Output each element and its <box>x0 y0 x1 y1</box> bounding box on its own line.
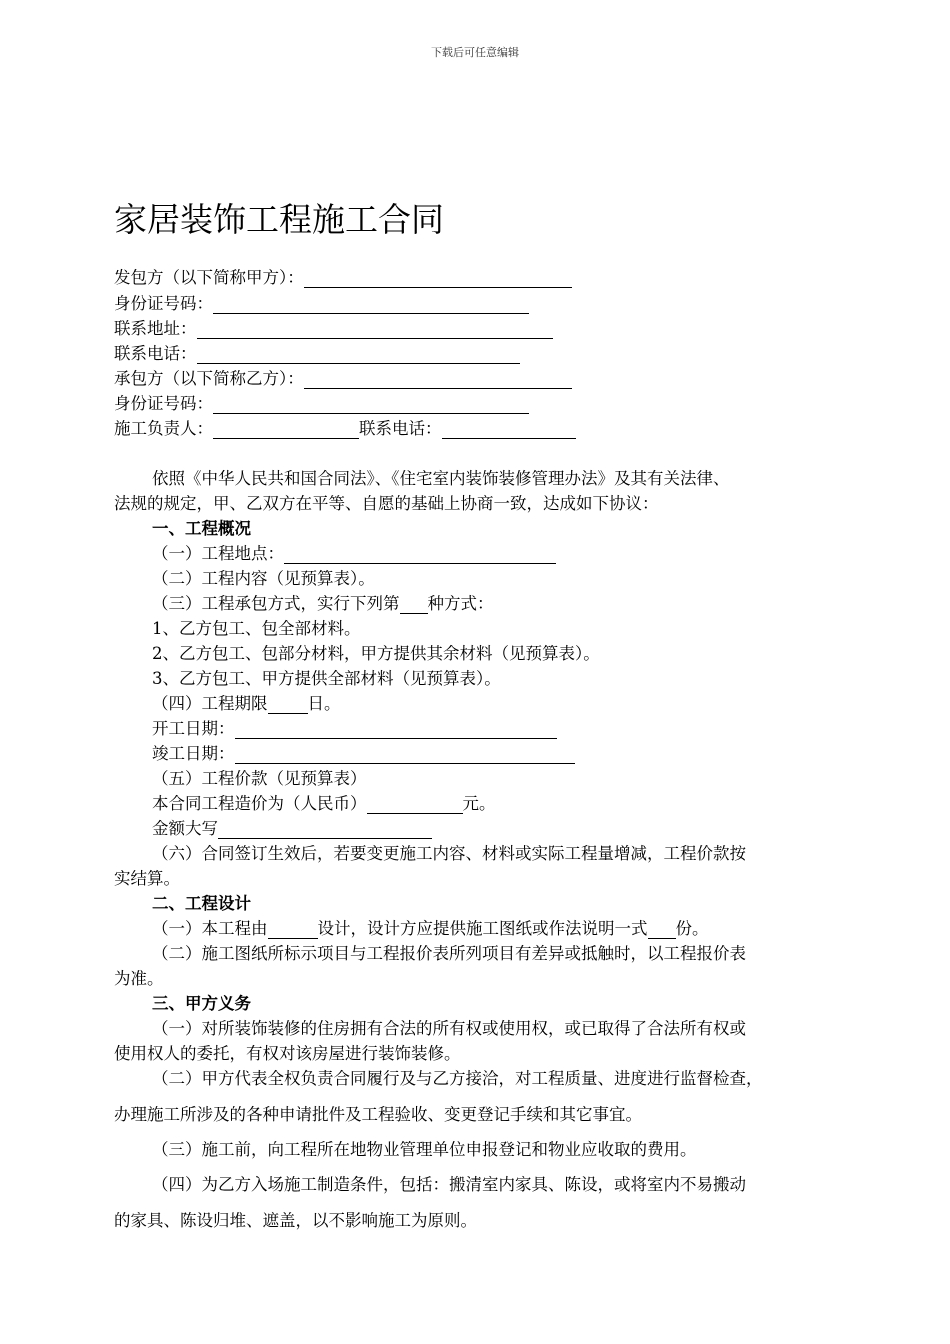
tel-b-label: 联系电话： <box>359 419 442 438</box>
s3-item-4-line-2: 的家具、陈设归堆、遮盖，以不影响施工为原则。 <box>114 1211 477 1230</box>
s1-item-5: （五）工程价款（见预算表） <box>152 769 367 788</box>
duration-blank[interactable] <box>268 697 308 714</box>
section-2-title: 二、工程设计 <box>152 894 251 913</box>
start-date-label: 开工日期： <box>152 719 235 738</box>
tel-a-label: 联系电话： <box>114 344 197 363</box>
s1-item-1 <box>152 544 556 564</box>
s3-item-1-line-1: （一）对所装饰装修的住房拥有合法的所有权或使用权，或已取得了合法所有权或 <box>152 1019 746 1038</box>
price-blank[interactable] <box>367 797 463 814</box>
address-blank[interactable] <box>197 322 553 339</box>
amount-label: 金额大写 <box>152 819 218 838</box>
s1-item-1-label: （一）工程地点： <box>152 544 284 563</box>
s1-item-4-label-a: （四）工程期限 <box>152 694 268 713</box>
tel-a-line <box>114 344 520 364</box>
id-b-label: 身份证号码： <box>114 394 213 413</box>
address-line <box>114 319 553 339</box>
s2-item-2-line-2: 为准。 <box>114 969 164 988</box>
s1-item-3-label-a: （三）工程承包方式，实行下列第 <box>152 594 400 613</box>
s1-item-3-label-b: 种方式： <box>427 594 494 613</box>
page-header: 下载后可任意编辑 <box>431 46 519 59</box>
party-b-line <box>114 369 572 389</box>
s1-item-4 <box>152 694 341 714</box>
end-date-label: 竣工日期： <box>152 744 235 763</box>
s1-item-3 <box>152 594 494 614</box>
s2-item-1 <box>152 919 709 939</box>
s3-item-1-line-2: 使用权人的委托，有权对该房屋进行装饰装修。 <box>114 1044 461 1063</box>
end-date-blank[interactable] <box>235 747 575 764</box>
party-b-label: 承包方（以下简称乙方）： <box>114 369 304 388</box>
s2-item-1-label-b: 设计，设计方应提供施工图纸或作法说明一式 <box>317 919 648 938</box>
s1-item-2: （二）工程内容（见预算表）。 <box>152 569 375 588</box>
intro-line-2: 法规的规定，甲、乙双方在平等、自愿的基础上协商一致，达成如下协议： <box>114 494 659 513</box>
designer-blank[interactable] <box>268 922 318 939</box>
party-a-label: 发包方（以下简称甲方）： <box>114 268 304 287</box>
leader-label: 施工负责人： <box>114 419 213 438</box>
amount-line <box>152 819 432 839</box>
s2-item-1-label-c: 份。 <box>675 919 709 938</box>
s3-item-3: （三）施工前，向工程所在地物业管理单位申报登记和物业应收取的费用。 <box>152 1140 697 1159</box>
party-a-line <box>114 268 572 288</box>
site-blank[interactable] <box>284 547 556 564</box>
tel-b-blank[interactable] <box>442 422 576 439</box>
id-a-blank[interactable] <box>213 297 529 314</box>
s3-item-2-line-1: （二）甲方代表全权负责合同履行及与乙方接洽，对工程质量、进度进行监督检查， <box>152 1069 763 1088</box>
id-a-line <box>114 294 529 314</box>
start-date-blank[interactable] <box>235 722 557 739</box>
s3-item-2-line-2: 办理施工所涉及的各种申请批件及工程验收、变更登记手续和其它事宜。 <box>114 1105 642 1124</box>
copies-blank[interactable] <box>648 922 676 939</box>
price-label-b: 元。 <box>462 794 496 813</box>
end-date-line <box>152 744 575 764</box>
intro-line-1: 依照《中华人民共和国合同法》、《住宅室内装饰装修管理办法》及其有关法律、 <box>152 469 730 488</box>
leader-line <box>114 419 576 439</box>
party-b-blank[interactable] <box>304 372 572 389</box>
start-date-line <box>152 719 557 739</box>
price-label-a: 本合同工程造价为（人民币） <box>152 794 367 813</box>
tel-a-blank[interactable] <box>197 347 520 364</box>
document-title: 家居装饰工程施工合同 <box>114 200 444 239</box>
s1-item-4-label-b: 日。 <box>307 694 341 713</box>
s2-item-1-label-a: （一）本工程由 <box>152 919 268 938</box>
leader-blank[interactable] <box>213 422 359 439</box>
option-3: 3、乙方包工、甲方提供全部材料（见预算表）。 <box>152 669 501 688</box>
amount-blank[interactable] <box>218 822 432 839</box>
party-a-blank[interactable] <box>304 271 572 288</box>
option-2: 2、乙方包工、包部分材料，甲方提供其余材料（见预算表）。 <box>152 644 600 663</box>
s2-item-2-line-1: （二）施工图纸所标示项目与工程报价表所列项目有差异或抵触时，以工程报价表 <box>152 944 746 963</box>
s1-item-6-line-1: （六）合同签订生效后，若要变更施工内容、材料或实际工程量增减，工程价款按 <box>152 844 746 863</box>
address-label: 联系地址： <box>114 319 197 338</box>
option-1: 1、乙方包工、包全部材料。 <box>152 619 361 638</box>
section-3-title: 三、甲方义务 <box>152 994 251 1013</box>
s3-item-4-line-1: （四）为乙方入场施工制造条件，包括：搬清室内家具、陈设，或将室内不易搬动 <box>152 1175 746 1194</box>
price-line <box>152 794 496 814</box>
id-b-line <box>114 394 529 414</box>
mode-blank[interactable] <box>400 597 428 614</box>
id-a-label: 身份证号码： <box>114 294 213 313</box>
section-1-title: 一、工程概况 <box>152 519 251 538</box>
s1-item-6-line-2: 实结算。 <box>114 869 180 888</box>
id-b-blank[interactable] <box>213 397 529 414</box>
